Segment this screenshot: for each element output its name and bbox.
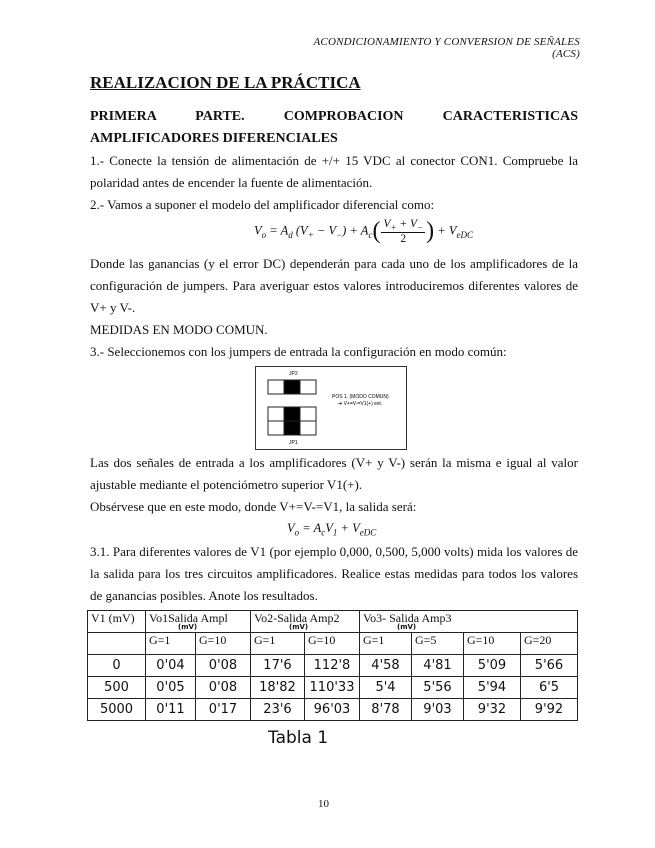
input-signals-paragraph: Las dos señales de entrada a los amplificadores (V+ y V-) serán la misma e igual al valor ajustable mediante el potenciómetro superior V1(+).	[90, 455, 578, 492]
value-cell: 8'78	[360, 699, 412, 721]
gain-cell: G=1	[360, 633, 412, 655]
table-row	[88, 655, 578, 677]
step-3-paragraph: 3.- Seleccionemos con los jumpers de entrada la configuración en modo común:	[90, 344, 507, 359]
gain-cell: G=10	[464, 633, 521, 655]
value-cell: 96'03	[305, 699, 360, 721]
table-cell	[88, 633, 146, 655]
amp2-header: Vo2-Salida Amp2	[251, 611, 360, 633]
v1-header: V1 (mV)	[88, 611, 146, 633]
differential-amp-equation: $V_o = A_d$ $(V_+ - V_-) + A_c$( $\frac{V_+ + V_-}{2}$ ) + $V_{eDC}$	[254, 218, 473, 246]
table-caption: Tabla 1	[268, 728, 329, 748]
table-row	[88, 677, 578, 699]
gain-cell: G=20	[521, 633, 578, 655]
table-header-row	[88, 611, 578, 633]
gain-cell: G=10	[196, 633, 251, 655]
amp1-unit-note: (mV)	[178, 623, 198, 631]
value-cell: 9'03	[412, 699, 464, 721]
value-cell: 5'94	[464, 677, 521, 699]
position-label: POS 1. (MODO COMUN)	[332, 394, 389, 400]
position-description: ➔ V+=V-=V1(+) ext.	[338, 401, 383, 407]
page-number: 10	[318, 798, 329, 810]
value-cell: 0'11	[146, 699, 196, 721]
value-cell: 4'58	[360, 655, 412, 677]
value-cell: 5'56	[412, 677, 464, 699]
value-cell: 0'08	[196, 655, 251, 677]
value-cell: 5'4	[360, 677, 412, 699]
jp2-label: JP2	[289, 371, 298, 377]
value-cell: 0'08	[196, 677, 251, 699]
value-cell: 0'04	[146, 655, 196, 677]
gain-cell: G=5	[412, 633, 464, 655]
part-title: PRIMERA PARTE. COMPROBACION CARACTERISTICAS AMPLIFICADORES DIFERENCIALES	[90, 109, 578, 146]
value-cell: 9'92	[521, 699, 578, 721]
value-cell: 17'6	[251, 655, 305, 677]
running-header: ACONDICIONAMIENTO Y CONVERSION DE SEÑALES (ACS)	[313, 36, 580, 60]
value-cell: 112'8	[305, 655, 360, 677]
v1-cell: 500	[88, 677, 146, 699]
amp2-unit-note: (mV)	[289, 623, 309, 631]
section-title: REALIZACION DE LA PRÁCTICA	[90, 73, 361, 92]
value-cell: 110'33	[305, 677, 360, 699]
amp3-header: Vo3- Salida Amp3	[360, 611, 578, 633]
v1-cell: 0	[88, 655, 146, 677]
value-cell: 0'05	[146, 677, 196, 699]
jp1-label: JP1	[289, 440, 298, 446]
value-cell: 9'32	[464, 699, 521, 721]
value-cell: 18'82	[251, 677, 305, 699]
common-mode-output-equation: $V_o = A_cV_1 + V_{eDC}$	[287, 521, 377, 538]
value-cell: 4'81	[412, 655, 464, 677]
step-1-paragraph: 1.- Conecte la tensión de alimentación de +/+ 15 VDC al conector CON1. Compruebe la polaridad antes de encender la fuente de alimentación.	[90, 153, 578, 190]
gain-cell: G=1	[251, 633, 305, 655]
jumper-config-figure	[255, 366, 407, 450]
amp3-unit-note: (mV)	[397, 623, 417, 631]
value-cell: 5'09	[464, 655, 521, 677]
gain-cell: G=1	[146, 633, 196, 655]
step-3-1-paragraph: 3.1. Para diferentes valores de V1 (por ejemplo 0,000, 0,500, 5,000 volts) mida los valores de la salida para los tres circuitos amplificadores. Realice estas medidas para todos los valores de ganancias posibles. Anote los resultados.	[90, 544, 578, 603]
value-cell: 23'6	[251, 699, 305, 721]
value-cell: 5'66	[521, 655, 578, 677]
value-cell: 0'17	[196, 699, 251, 721]
gain-cell: G=10	[305, 633, 360, 655]
table-row	[88, 699, 578, 721]
common-mode-heading: MEDIDAS EN MODO COMUN.	[90, 322, 268, 337]
gain-row	[88, 633, 578, 655]
output-note-paragraph: Obsérvese que en este modo, donde V+=V-=V1, la salida será:	[90, 499, 417, 514]
results-table	[87, 610, 578, 721]
jumper-diagram	[256, 367, 406, 449]
gains-paragraph: Donde las ganancias (y el error DC) dependerán para cada uno de los amplificadores de la configuración de jumpers. Para averiguar estos valores introduciremos diferentes valores de V+ y V-.	[90, 256, 578, 315]
amp1-header: Vo1Salida Ampl	[146, 611, 251, 633]
value-cell: 6'5	[521, 677, 578, 699]
v1-cell: 5000	[88, 699, 146, 721]
step-2-paragraph: 2.- Vamos a suponer el modelo del amplificador diferencial como:	[90, 197, 435, 212]
